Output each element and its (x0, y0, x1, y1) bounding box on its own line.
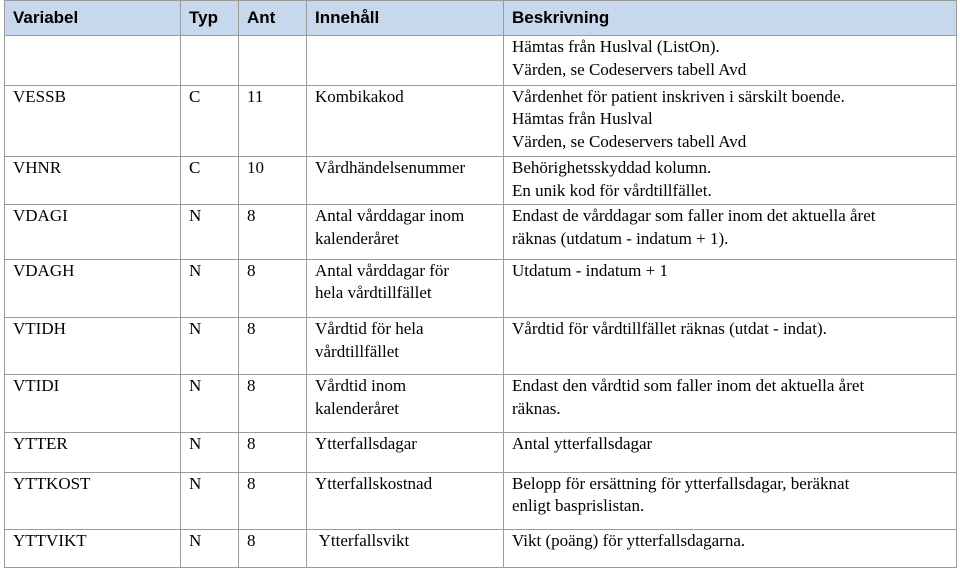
cell-line: Endast den vårdtid som faller inom det aktuella året (512, 376, 865, 396)
cell-line: 8 (247, 473, 256, 493)
cell-beskrivning (504, 472, 957, 529)
cell-line: Vårdtid inom (315, 376, 407, 396)
cell-innehall (307, 205, 504, 260)
cell-line: kalenderåret (315, 228, 399, 248)
cell-typ (181, 529, 239, 567)
cell-line: hela vårdtillfället (315, 283, 432, 303)
cell-variabel (5, 205, 181, 260)
cell-ant (239, 433, 307, 472)
cell-line: 8 (247, 260, 256, 280)
cell-line: Belopp för ersättning för ytterfallsdagar, beräknat (512, 473, 850, 493)
cell-ant (239, 205, 307, 260)
cell-line: Vårdtid för vårdtillfället räknas (utdat - indat). (512, 319, 827, 339)
cell-innehall (307, 36, 504, 86)
cell-line: Kombikakod (315, 86, 404, 106)
cell-line: VESSB (13, 86, 66, 106)
table-row (5, 259, 957, 317)
cell-line: 8 (247, 376, 256, 396)
cell-line: 11 (247, 86, 264, 106)
cell-typ (181, 36, 239, 86)
header-typ: Typ (181, 1, 239, 36)
cell-ant (239, 36, 307, 86)
cell-line: enligt basprislistan. (512, 496, 645, 516)
cell-line: N (189, 260, 202, 280)
cell-line: Värden, se Codeservers tabell Avd (512, 59, 747, 79)
cell-line: YTTER (13, 434, 68, 454)
cell-variabel (5, 85, 181, 157)
cell-line: Ytterfallsdagar (315, 434, 417, 454)
cell-line: N (189, 319, 202, 339)
cell-line: 8 (247, 434, 256, 454)
cell-line: 10 (247, 158, 264, 178)
cell-line: 8 (247, 530, 256, 550)
cell-typ (181, 375, 239, 433)
cell-line: Vårdhändelsenummer (315, 158, 466, 178)
table-row (5, 375, 957, 433)
table-body (5, 36, 957, 568)
cell-line: Antal vårddagar för (315, 260, 450, 280)
cell-innehall (307, 157, 504, 205)
cell-line: Utdatum - indatum + 1 (512, 260, 668, 280)
cell-line: Hämtas från Huslval (ListOn). (512, 37, 720, 56)
cell-beskrivning (504, 375, 957, 433)
cell-typ (181, 318, 239, 375)
table-row (5, 85, 957, 157)
cell-variabel (5, 157, 181, 205)
cell-beskrivning (504, 85, 957, 157)
header-innehall: Innehåll (307, 1, 504, 36)
cell-line: räknas. (512, 398, 561, 418)
cell-ant (239, 375, 307, 433)
cell-variabel (5, 529, 181, 567)
header-row (5, 1, 957, 36)
cell-ant (239, 472, 307, 529)
cell-beskrivning (504, 259, 957, 317)
cell-beskrivning (504, 157, 957, 205)
variable-table (4, 0, 957, 568)
table-row (5, 318, 957, 375)
table-row (5, 433, 957, 472)
cell-line: Vikt (poäng) för ytterfallsdagarna. (512, 530, 746, 550)
cell-beskrivning (504, 205, 957, 260)
cell-typ (181, 157, 239, 205)
cell-line: VDAGI (13, 206, 68, 226)
cell-line: Hämtas från Huslval (512, 109, 653, 129)
cell-line: VDAGH (13, 260, 75, 280)
cell-line: räknas (utdatum - indatum + 1). (512, 228, 729, 248)
table-row (5, 205, 957, 260)
cell-innehall (307, 259, 504, 317)
cell-innehall (307, 433, 504, 472)
cell-line: En unik kod för vårdtillfället. (512, 180, 712, 200)
cell-line: Endast de vårddagar som faller inom det aktuella året (512, 206, 876, 226)
cell-line: N (189, 434, 202, 454)
cell-typ (181, 259, 239, 317)
cell-line: 8 (247, 206, 256, 226)
cell-innehall (307, 85, 504, 157)
cell-innehall (307, 529, 504, 567)
cell-line: YTTKOST (13, 473, 91, 493)
cell-line: C (189, 86, 201, 106)
table-row (5, 472, 957, 529)
cell-line: Ytterfallsvikt (315, 530, 410, 550)
cell-ant (239, 318, 307, 375)
cell-line: C (189, 158, 201, 178)
cell-line: Vårdtid för hela (315, 319, 424, 339)
table-row (5, 157, 957, 205)
cell-line: YTTVIKT (13, 530, 87, 550)
cell-line: vårdtillfället (315, 341, 400, 361)
cell-line: N (189, 473, 202, 493)
cell-line: Värden, se Codeservers tabell Avd (512, 131, 747, 151)
cell-line: N (189, 376, 202, 396)
cell-ant (239, 157, 307, 205)
cell-innehall (307, 318, 504, 375)
cell-variabel (5, 318, 181, 375)
cell-line: VHNR (13, 158, 62, 178)
cell-variabel (5, 472, 181, 529)
cell-variabel (5, 259, 181, 317)
cell-innehall (307, 375, 504, 433)
cell-line: N (189, 530, 202, 550)
cell-beskrivning (504, 529, 957, 567)
header-variabel: Variabel (5, 1, 181, 36)
cell-line: Ytterfallskostnad (315, 473, 433, 493)
cell-line: Antal ytterfallsdagar (512, 434, 653, 454)
cell-line: Behörighetsskyddad kolumn. (512, 158, 712, 178)
cell-typ (181, 472, 239, 529)
cell-variabel (5, 375, 181, 433)
cell-typ (181, 205, 239, 260)
cell-ant (239, 529, 307, 567)
cell-beskrivning (504, 433, 957, 472)
cell-variabel (5, 36, 181, 86)
table-row (5, 529, 957, 567)
cell-line: kalenderåret (315, 398, 399, 418)
cell-ant (239, 259, 307, 317)
cell-line: 8 (247, 319, 256, 339)
header-beskrivning: Beskrivning (504, 1, 957, 36)
cell-variabel (5, 433, 181, 472)
cell-ant (239, 85, 307, 157)
cell-line: N (189, 206, 202, 226)
header-ant: Ant (239, 1, 307, 36)
cell-beskrivning (504, 36, 957, 86)
cell-typ (181, 433, 239, 472)
cell-beskrivning (504, 318, 957, 375)
cell-line: Antal vårddagar inom (315, 206, 465, 226)
cell-line: Vårdenhet för patient inskriven i särskilt boende. (512, 86, 845, 106)
cell-innehall (307, 472, 504, 529)
table-row (5, 36, 957, 86)
cell-line: VTIDH (13, 319, 66, 339)
cell-line: VTIDI (13, 376, 60, 396)
cell-typ (181, 85, 239, 157)
